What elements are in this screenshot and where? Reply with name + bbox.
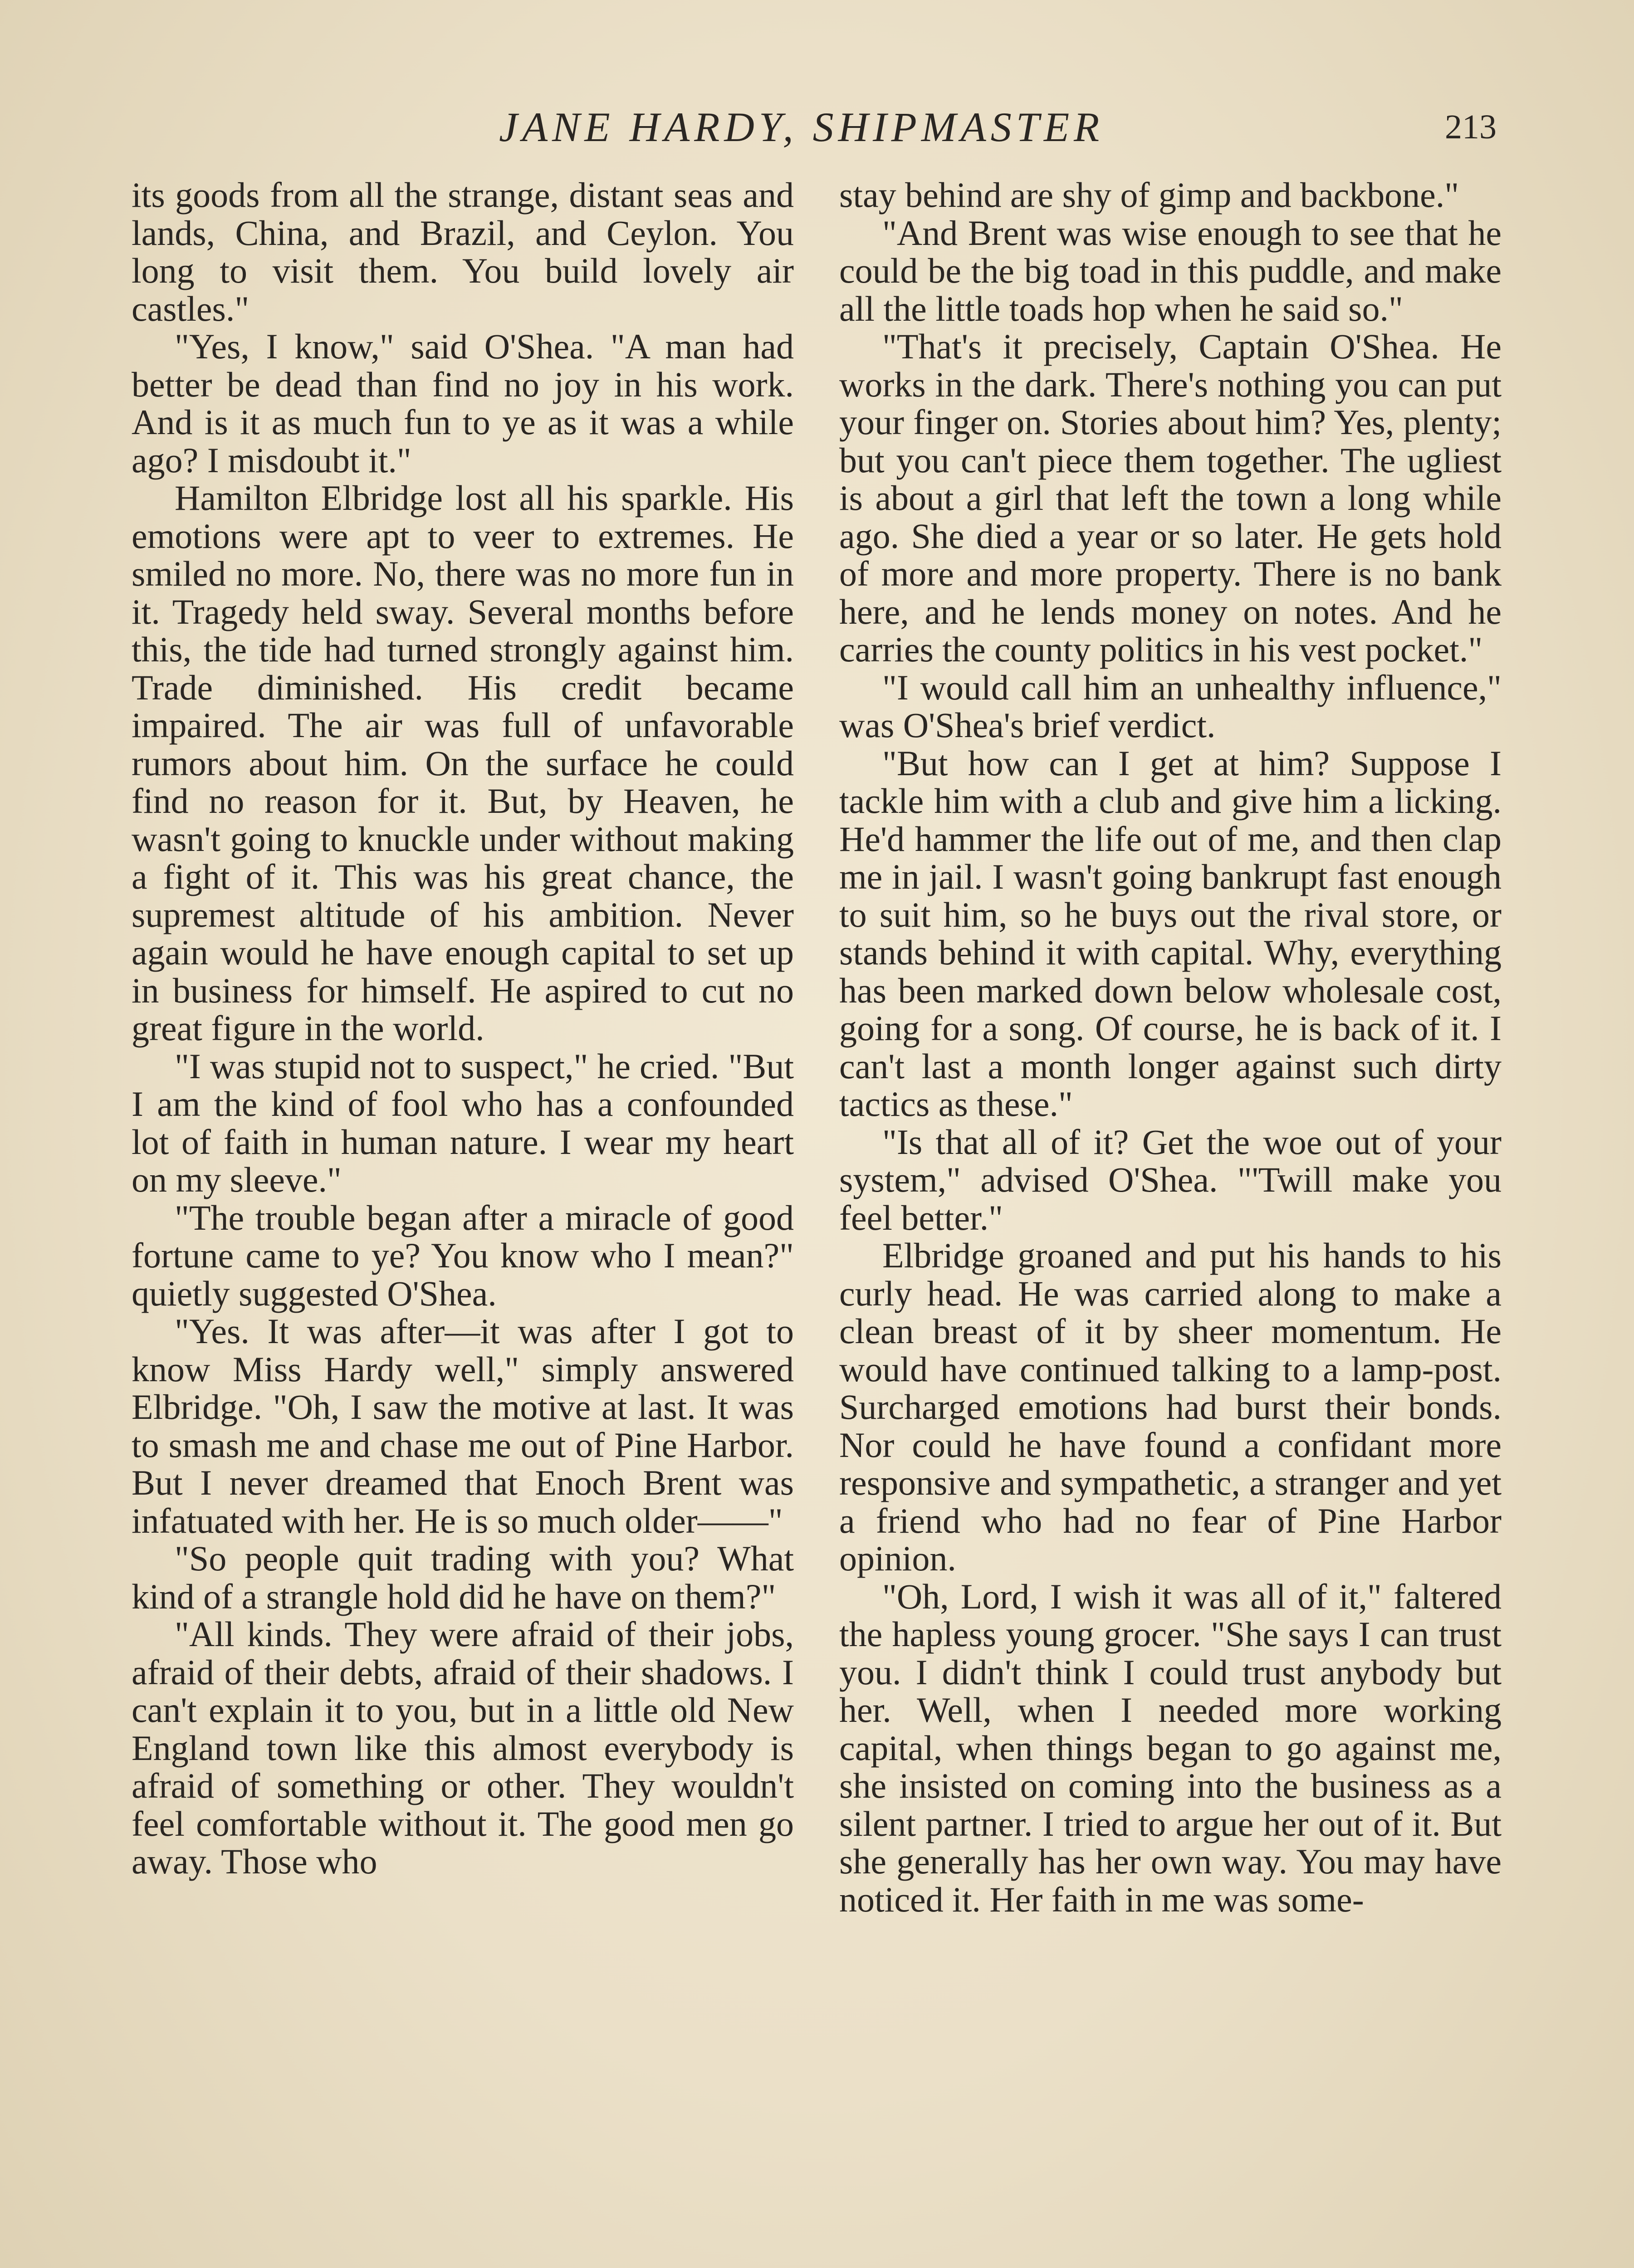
paragraph: "That's it precisely, Captain O'Shea. He works in the dark. There's nothing you can put your finger on. Stories about him? Yes, plenty; but you can't piece them together. The ugliest is about a girl that left the town a long while ago. She died a year or so later. He gets hold of more and more property. There is no bank here, and he lends money on notes. And he carries the county politics in his vest pocket." <box>839 327 1502 669</box>
paragraph: "The trouble began after a miracle of good fortune came to ye? You know who I mean?" quietly suggested O'Shea. <box>132 1198 794 1313</box>
paragraph: "Yes, I know," said O'Shea. "A man had better be dead than find no joy in his work. And is it as much fun to ye as it was a while ago? I misdoubt it." <box>132 327 794 480</box>
paragraph: Elbridge groaned and put his hands to his curly head. He was carried along to make a clean breast of it by sheer momentum. He would have continued talking to a lamp-post. Surcharged emotions had burst their bonds. Nor could he have found a confidant more responsive and sympathetic, a stranger and yet a friend who had no fear of Pine Harbor opinion. <box>839 1236 1502 1578</box>
paragraph: "I would call him an unhealthy influence," was O'Shea's brief verdict. <box>839 667 1502 745</box>
paragraph: Hamilton Elbridge lost all his sparkle. His emotions were apt to veer to extremes. He smiled no more. No, there was no more fun in it. Tragedy held sway. Several months before this, the tide had turned strongly against him. Trade diminished. His credit became impaired. The air was full of unfavorable rumors about him. On the surface he could find no reason for it. But, by Heaven, he wasn't going to knuckle under without making a fight of it. This was his great chance, the supremest altitude of his ambition. Never again would he have enough capital to set up in business for himself. He aspired to cut no great figure in the world. <box>132 478 794 1048</box>
paragraph: "Is that all of it? Get the woe out of your system," advised O'Shea. "'Twill make you feel better." <box>839 1122 1502 1237</box>
paragraph: "So people quit trading with you? What kind of a strangle hold did he have on them?" <box>132 1539 794 1616</box>
paragraph: "Yes. It was after—it was after I got to know Miss Hardy well," simply answered Elbridge. "Oh, I saw the motive at last. It was to smash me and chase me out of Pine Harbor. But I never dreamed that Enoch Brent was infatuated with her. He is so much older——" <box>132 1311 794 1540</box>
paragraph: "And Brent was wise enough to see that he could be the big toad in this puddle, and make all the little toads hop when he said so." <box>839 213 1502 328</box>
paragraph: "Oh, Lord, I wish it was all of it," faltered the hapless young grocer. "She says I can trust you. I didn't think I could trust anybody but her. Well, when I needed more working capital, when things began to go against me, she insisted on coming into the business as a silent partner. I tried to argue her out of it. But she generally has her own way. You may have noticed it. Her faith in me was some- <box>839 1576 1502 1919</box>
running-head <box>0 98 1634 156</box>
left-column <box>132 176 794 1881</box>
paragraph: "All kinds. They were afraid of their jobs, afraid of their debts, afraid of their shadows. I can't explain it to you, but in a little old New England town like this almost everybody is afraid of something or other. They wouldn't feel comfortable without it. The good men go away. Those who <box>132 1614 794 1881</box>
paragraph: "But how can I get at him? Suppose I tackle him with a club and give him a licking. He'd hammer the life out of me, and then clap me in jail. I wasn't going bankrupt fast enough to suit him, so he buys out the rival store, or stands behind it with capital. Why, everything has been marked down below wholesale cost, going for a song. Of course, he is back of it. I can't last a month longer against such dirty tactics as these." <box>839 743 1502 1124</box>
right-column <box>839 176 1502 1918</box>
paragraph: its goods from all the strange, distant seas and lands, China, and Brazil, and Ceylon. You long to visit them. You build lovely air castles." <box>132 175 794 328</box>
running-title: JANE HARDY, SHIPMASTER <box>499 104 1104 150</box>
page-number: 213 <box>1445 108 1497 146</box>
paragraph: stay behind are shy of gimp and backbone." <box>839 175 1459 215</box>
paragraph: "I was stupid not to suspect," he cried. "But I am the kind of fool who has a confounded lot of faith in human nature. I wear my heart on my sleeve." <box>132 1046 794 1199</box>
